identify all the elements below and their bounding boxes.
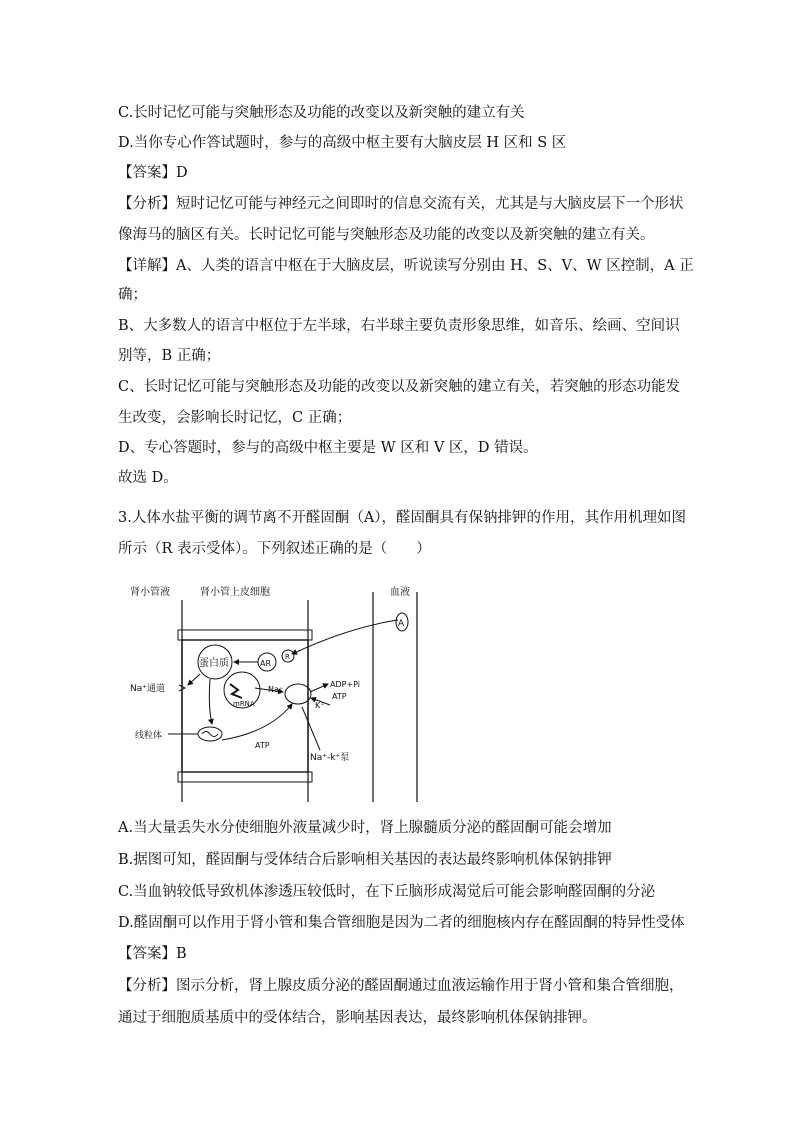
text-line: 通过于细胞质基质中的受体结合，影响基因表达，最终影响机体保钠排钾。: [118, 1010, 597, 1026]
text-line: 【分析】图示分析，肾上腺皮质分泌的醛固酮通过血液运输作用于肾小管和集合管细胞，: [118, 978, 684, 994]
text-line: 故选 D。: [118, 470, 178, 486]
text-line: 像海马的脑区有关。长时记忆可能与突触形态及功能的改变以及新突触的建立有关。: [118, 227, 655, 243]
text-line: 【答案】D: [118, 165, 188, 181]
label-atp: ATP: [255, 741, 270, 750]
label-mito: 线粒体: [135, 731, 163, 741]
label-na-channel: Na⁺通道: [130, 684, 165, 694]
label-pump: Na⁺-k⁺泵: [310, 753, 350, 763]
text-line: D、专心答题时，参与的高级中枢主要是 W 区和 V 区，D 错误。: [118, 440, 538, 456]
label-AR: AR: [260, 659, 272, 668]
label-A: A: [398, 619, 405, 629]
text-line: B、大多数人的语言中枢位于左半球，右半球主要负责形象思维，如音乐、绘画、空间识: [118, 318, 680, 334]
text-line: 确；: [118, 287, 147, 303]
text-line: C.长时记忆可能与突触形态及功能的改变以及新突触的建立有关: [118, 105, 525, 121]
text-line: 别等，B 正确；: [118, 348, 221, 364]
text-line: 3.人体水盐平衡的调节离不开醛固酮（A），醛固酮具有保钠排钾的作用，其作用机理如图: [118, 510, 687, 526]
text-line: C、长时记忆可能与突触形态及功能的改变以及新突触的建立有关，若突触的形态功能发: [118, 379, 681, 395]
text-line: D.醛固酮可以作用于肾小管和集合管细胞是因为二者的细胞核内存在醛固酮的特异性受体: [118, 915, 685, 931]
text-line: 【详解】A、人类的语言中枢在于大脑皮层，听说读写分别由 H、S、V、W 区控制，A 正: [118, 258, 694, 274]
label-k: K⁺: [315, 701, 325, 710]
text-line: A.当大量丢失水分使细胞外液量减少时，肾上腺髓质分泌的醛固酮可能会增加: [118, 820, 612, 836]
label-mrna: mRNA: [233, 700, 255, 708]
text-line: 【答案】B: [118, 946, 187, 962]
text-line: 【分析】短时记忆可能与神经元之间即时的信息交流有关，尤其是与大脑皮层下一个形状: [118, 196, 684, 212]
text-line: 生改变，会影响长时记忆，C 正确；: [118, 410, 352, 426]
aldosterone-mechanism-diagram: [130, 582, 430, 802]
label-cell: 肾小管上皮细胞: [200, 587, 270, 598]
label-protein: 蛋白质: [199, 658, 229, 669]
label-lumen: 肾小管液: [130, 587, 170, 598]
label-adp: ADP+Pi: [330, 680, 361, 689]
text-line: D.当你专心作答试题时，参与的高级中枢主要有大脑皮层 H 区和 S 区: [118, 135, 567, 151]
label-blood: 血液: [390, 587, 410, 598]
label-atp-pump: ATP: [332, 692, 347, 701]
label-na-in: Na⁺: [268, 685, 284, 694]
text-line: C.当血钠较低导致机体渗透压较低时，在下丘脑形成渴觉后可能会影响醛固酮的分泌: [118, 884, 656, 900]
text-line: 所示（R 表示受体）。下列叙述正确的是（ ）: [118, 541, 431, 557]
text-line: B.据图可知，醛固酮与受体结合后影响相关基因的表达最终影响机体保钠排钾: [118, 852, 612, 868]
label-R: R: [285, 653, 290, 661]
